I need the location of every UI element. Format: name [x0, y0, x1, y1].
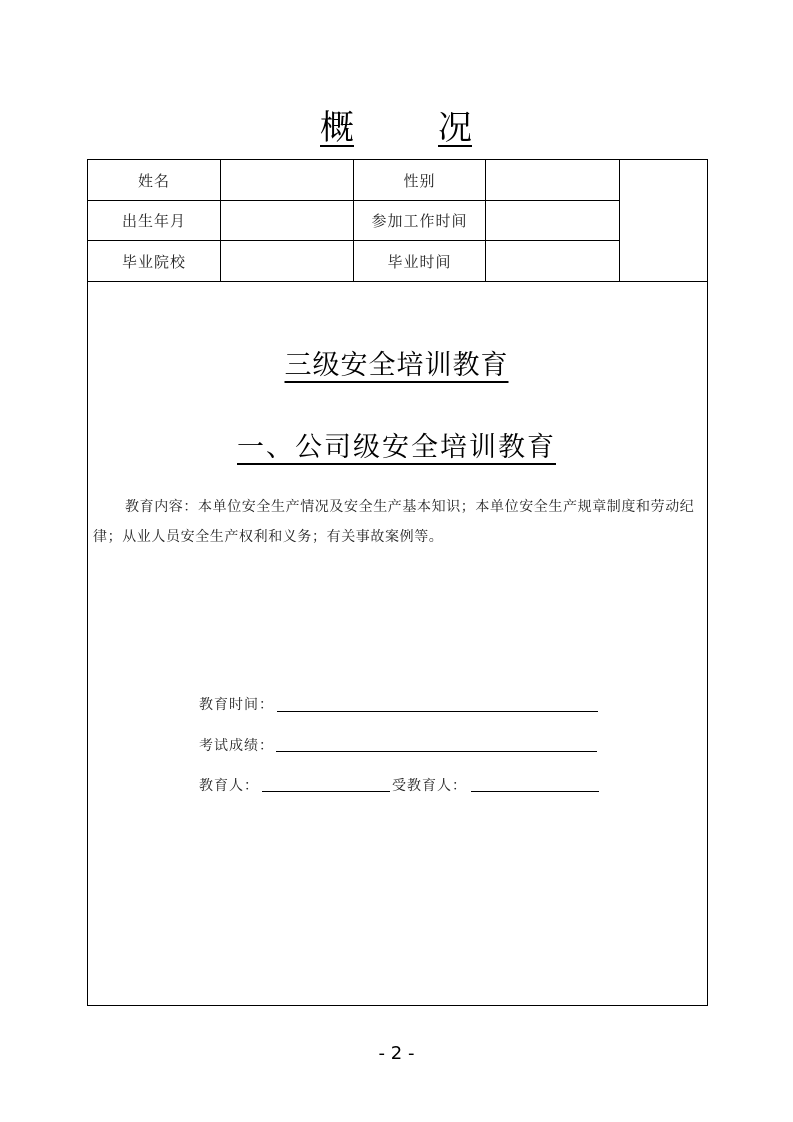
educator-label: 教育人：: [199, 778, 259, 794]
trainee-input[interactable]: [471, 791, 599, 792]
form-frame: [87, 159, 708, 1006]
name-label: 姓名: [137, 171, 170, 190]
birth-label: 出生年月: [121, 212, 186, 230]
education-content: 教育内容：本单位安全生产情况及安全生产基本知识；本单位安全生产规章制度和劳动纪律；从业人员安全生产权利和义务；有关事故案例等。: [93, 499, 695, 545]
main-heading: 三级安全培训教育: [284, 350, 509, 381]
gender-label: 性别: [403, 171, 436, 190]
educator-input[interactable]: [262, 791, 390, 792]
gender-field[interactable]: [486, 160, 619, 200]
grad-time-field[interactable]: [486, 241, 619, 281]
school-label: 毕业院校: [121, 252, 186, 271]
title-char-1: 概: [320, 108, 354, 148]
school-field[interactable]: [221, 241, 353, 281]
title-char-2: 况: [438, 108, 472, 148]
work-start-field[interactable]: [486, 201, 619, 240]
photo-cell[interactable]: [620, 160, 707, 281]
page-title: [320, 108, 472, 148]
edu-time-label: 教育时间：: [199, 697, 274, 713]
trainee-label: 受教育人：: [392, 778, 467, 794]
section-heading: 一、公司级安全培训教育: [237, 432, 556, 463]
page-number: - 2 -: [378, 1043, 415, 1064]
edu-time-input[interactable]: [277, 711, 598, 712]
grad-time-label: 毕业时间: [387, 252, 452, 271]
exam-score-input[interactable]: [276, 751, 597, 752]
exam-score-label: 考试成绩：: [199, 738, 274, 754]
work-start-label: 参加工作时间: [371, 212, 468, 230]
birth-field[interactable]: [221, 201, 353, 240]
name-field[interactable]: [221, 160, 353, 200]
